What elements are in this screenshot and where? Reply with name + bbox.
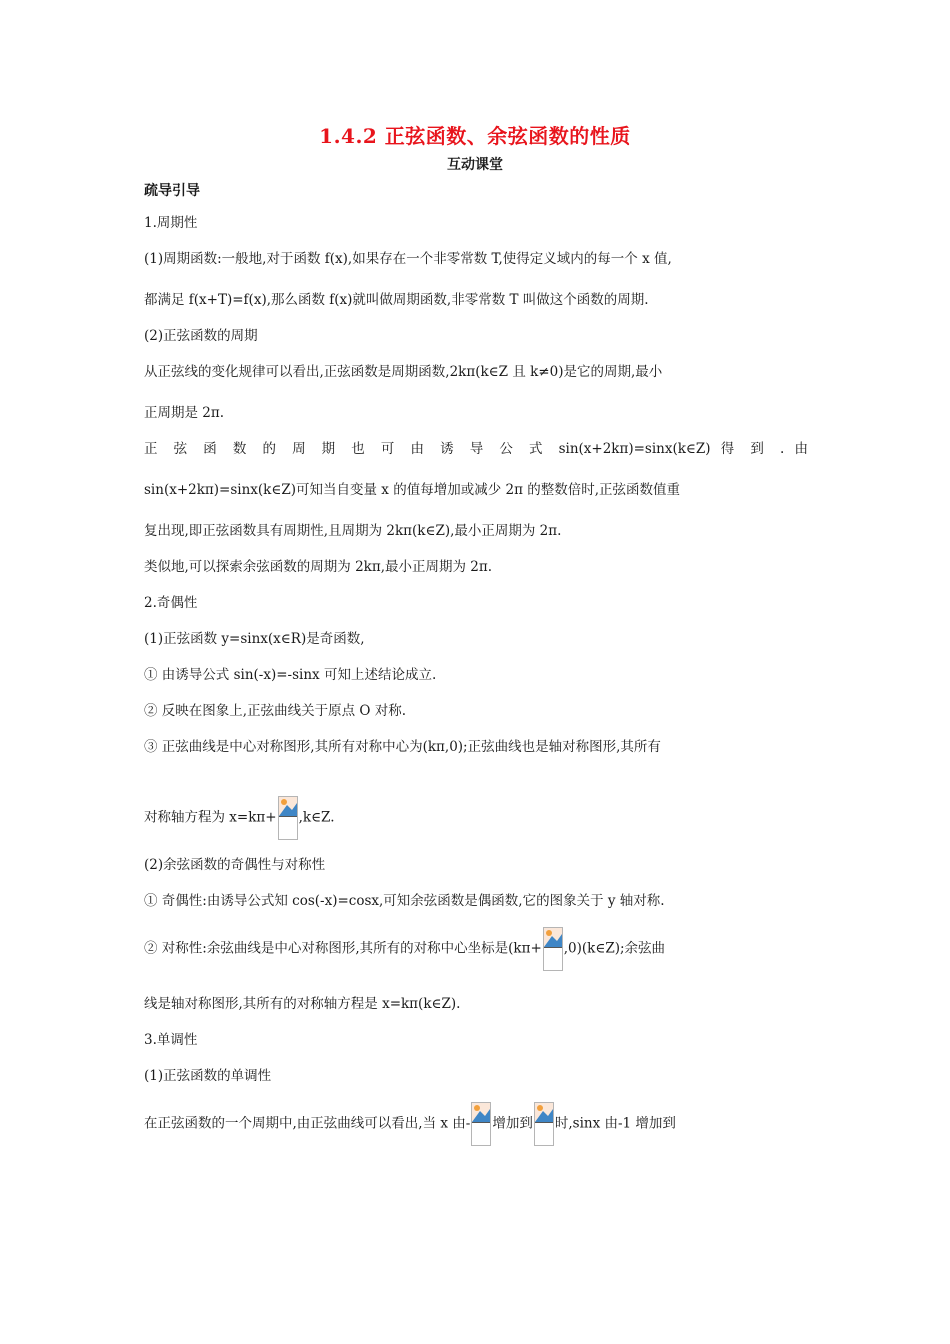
page-subtitle: 互动课堂: [447, 157, 503, 173]
image-placeholder-icon: [543, 927, 563, 971]
text-line: ③ 正弦曲线是中心对称图形,其所有对称中心为(kπ,0);正弦曲线也是轴对称图形,其所有: [144, 739, 661, 755]
text-line-with-image: [144, 927, 808, 971]
image-placeholder-icon: [534, 1102, 554, 1146]
text-line: (1)正弦函数的单调性: [144, 1068, 272, 1084]
text-line-with-image: [144, 1102, 808, 1146]
text-segment: ,k∈Z.: [298, 809, 335, 826]
text-line: ② 反映在图象上,正弦曲线关于原点 O 对称.: [144, 703, 407, 719]
image-placeholder-icon: [471, 1102, 491, 1146]
text-line-with-image: [144, 796, 808, 840]
text-line: (2)余弦函数的奇偶性与对称性: [144, 857, 326, 873]
text-line: 类似地,可以探索余弦函数的周期为 2kπ,最小正周期为 2π.: [144, 559, 493, 575]
text-line: ① 由诱导公式 sin(-x)=-sinx 可知上述结论成立.: [144, 667, 437, 683]
image-placeholder-icon: [278, 796, 298, 840]
text-segment: 在正弦函数的一个周期中,由正弦曲线可以看出,当 x 由-: [144, 1115, 471, 1132]
section-heading: 疏导引导: [144, 183, 200, 199]
text-segment: 对称轴方程为 x=kπ+: [144, 809, 277, 826]
text-line: 线是轴对称图形,其所有的对称轴方程是 x=kπ(k∈Z).: [144, 996, 461, 1012]
text-line: (1)正弦函数 y=sinx(x∈R)是奇函数,: [144, 631, 365, 647]
text-line: ① 奇偶性:由诱导公式知 cos(-x)=cosx,可知余弦函数是偶函数,它的图象关于 y 轴对称.: [144, 893, 665, 909]
text-line: 都满足 f(x+T)=f(x),那么函数 f(x)就叫做周期函数,非零常数 T 叫做这个函数的周期.: [144, 292, 649, 308]
text-line: 正 弦 函 数 的 周 期 也 可 由 诱 导 公 式 sin(x+2kπ)=sinx(k∈Z) 得 到 . 由: [144, 441, 808, 457]
text-line: (2)正弦函数的周期: [144, 328, 258, 344]
text-line: (1)周期函数:一般地,对于函数 f(x),如果存在一个非零常数 T,使得定义域内的每一个 x 值,: [144, 251, 672, 267]
text-line: 正周期是 2π.: [144, 405, 225, 421]
text-line: 从正弦线的变化规律可以看出,正弦函数是周期函数,2kπ(k∈Z 且 k≠0)是它的周期,最小: [144, 364, 663, 380]
text-line: 2.奇偶性: [144, 595, 198, 611]
text-segment: 时,sinx 由-1 增加到: [554, 1115, 676, 1132]
text-segment: ,0)(k∈Z);余弦曲: [563, 940, 666, 957]
text-segment: 增加到: [492, 1115, 533, 1132]
text-line: 1.周期性: [144, 215, 198, 231]
text-line: 3.单调性: [144, 1032, 198, 1048]
text-segment: ② 对称性:余弦曲线是中心对称图形,其所有的对称中心坐标是(kπ+: [144, 940, 542, 957]
text-line: sin(x+2kπ)=sinx(k∈Z)可知当自变量 x 的值每增加或减少 2π 的整数倍时,正弦函数值重: [144, 482, 681, 498]
page-title: 1.4.2 正弦函数、余弦函数的性质: [319, 124, 631, 148]
text-line: 复出现,即正弦函数具有周期性,且周期为 2kπ(k∈Z),最小正周期为 2π.: [144, 523, 562, 539]
